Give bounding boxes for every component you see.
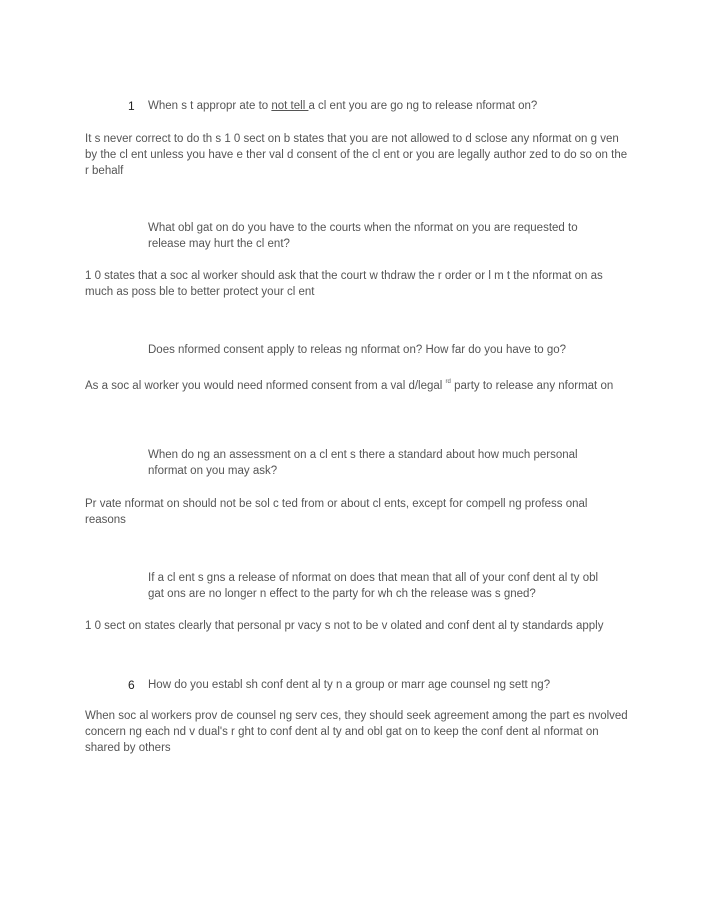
answer-4: Pr vate nformat on should not be sol c ted from or about cl ents, except for compell ng profess onal reasons [85,498,588,526]
answer-3-text-start: As a soc al worker you would need nformed consent from a val d/legal [85,380,446,392]
answer-2: 1 0 states that a soc al worker should ask that the court w thdraw the r order or l m t the nformat on as much as poss ble to better protect your cl ent [85,270,603,298]
question-6: How do you establ sh conf dent al ty n a group or marr age counsel ng sett ng? [148,679,551,691]
answer-6: When soc al workers prov de counsel ng serv ces, they should seek agreement among the part es nvolved concern ng each nd v dual's r ght to conf dent al ty and obl gat on to keep the conf dent al nformat on shared by others [85,710,628,754]
question-1 [148,98,608,114]
question-4: When do ng an assessment on a cl ent s there a standard about how much personal nformat on you may ask? [148,449,578,477]
answer-5: 1 0 sect on states clearly that personal pr vacy s not to be v olated and conf dent al ty standards apply [85,620,604,632]
question-6-number: 6 [128,678,135,692]
question-1-underlined-text: not tell [271,100,309,112]
question-1-number: 1 [128,99,135,113]
question-2: What obl gat on do you have to the courts when the nformat on you are requested to release may hurt the cl ent? [148,222,578,250]
question-1-text-start: When s t appropr ate to [148,100,272,112]
question-5: If a cl ent s gns a release of nformat on does that mean that all of your conf dent al ty obl gat ons are no longer n effect to the party for wh ch the release was s gned? [148,572,599,600]
answer-1: It s never correct to do th s 1 0 sect on b states that you are not allowed to d sclose any nformat on g ven by the cl ent unless you have e ther val d consent of the cl ent or you are legally author zed to do so on the r behalf [85,133,628,177]
answer-3 [85,374,630,394]
question-3: Does nformed consent apply to releas ng nformat on? How far do you have to go? [148,344,567,356]
answer-3-superscript: rd [445,379,451,385]
answer-3-text-end: party to release any nformat on [450,380,614,392]
question-1-text-end: a cl ent you are go ng to release nformat on? [308,100,538,112]
